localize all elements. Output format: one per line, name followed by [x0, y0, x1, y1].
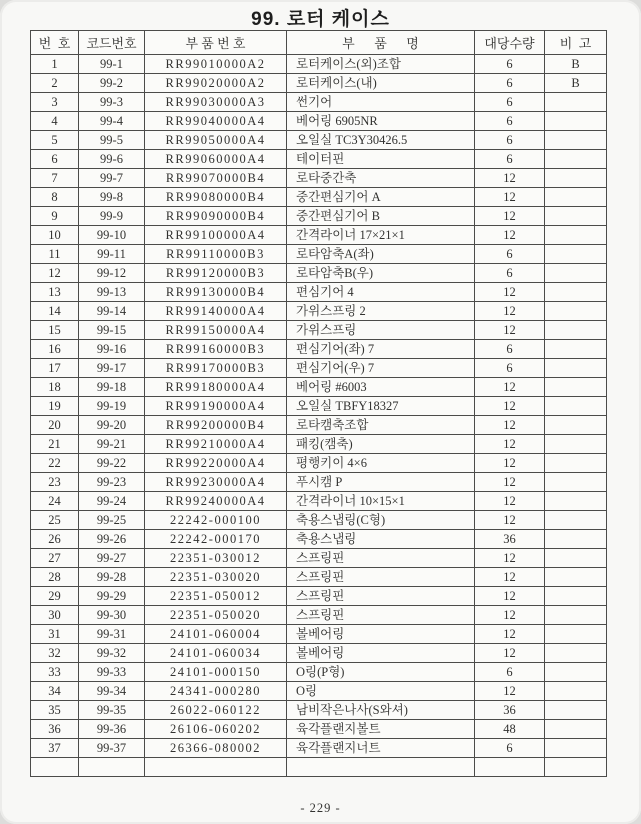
cell-code: 99-31 — [79, 625, 145, 644]
cell-qty: 12 — [475, 226, 545, 245]
table-row — [31, 530, 607, 549]
table-row — [31, 568, 607, 587]
cell-qty: 12 — [475, 283, 545, 302]
table-row — [31, 587, 607, 606]
cell-part-no: 26366-080002 — [145, 739, 287, 758]
cell-part-no: RR99010000A2 — [145, 55, 287, 74]
cell-part-name: 스프링핀 — [287, 587, 475, 606]
cell-qty: 6 — [475, 359, 545, 378]
cell-remark — [545, 492, 607, 511]
table-row — [31, 188, 607, 207]
cell-code: 99-15 — [79, 321, 145, 340]
cell-no: 28 — [31, 568, 79, 587]
cell-no: 31 — [31, 625, 79, 644]
cell-qty: 6 — [475, 112, 545, 131]
cell-no: 35 — [31, 701, 79, 720]
cell-part-name: 가위스프링 2 — [287, 302, 475, 321]
table-row — [31, 701, 607, 720]
cell-part-no: RR99180000A4 — [145, 378, 287, 397]
cell-no: 17 — [31, 359, 79, 378]
cell-part-no: RR99220000A4 — [145, 454, 287, 473]
cell-code: 99-29 — [79, 587, 145, 606]
cell-code: 99-23 — [79, 473, 145, 492]
cell-qty: 12 — [475, 549, 545, 568]
cell-code: 99-3 — [79, 93, 145, 112]
cell-part-no: 22242-000100 — [145, 511, 287, 530]
cell-part-name: 볼베어링 — [287, 625, 475, 644]
cell-part-name: 편심기어(좌) 7 — [287, 340, 475, 359]
cell-part-name: 패킹(캠축) — [287, 435, 475, 454]
cell-code: 99-34 — [79, 682, 145, 701]
cell-remark — [545, 530, 607, 549]
cell-code: 99-25 — [79, 511, 145, 530]
cell-part-no: RR99230000A4 — [145, 473, 287, 492]
cell-code: 99-13 — [79, 283, 145, 302]
cell-remark — [545, 131, 607, 150]
cell-part-no — [145, 758, 287, 777]
cell-part-name: 로터케이스(외)조합 — [287, 55, 475, 74]
table-row — [31, 359, 607, 378]
cell-no: 37 — [31, 739, 79, 758]
cell-part-no: RR99090000B4 — [145, 207, 287, 226]
cell-part-no: 24101-060034 — [145, 644, 287, 663]
cell-remark: B — [545, 74, 607, 93]
cell-part-no: RR99080000B4 — [145, 188, 287, 207]
cell-part-no: RR99100000A4 — [145, 226, 287, 245]
table-row — [31, 340, 607, 359]
table-row — [31, 644, 607, 663]
cell-no: 3 — [31, 93, 79, 112]
cell-part-name: 스프링핀 — [287, 568, 475, 587]
cell-no: 18 — [31, 378, 79, 397]
cell-part-no: RR99060000A4 — [145, 150, 287, 169]
cell-no: 9 — [31, 207, 79, 226]
table-row — [31, 549, 607, 568]
cell-part-no: RR99030000A3 — [145, 93, 287, 112]
cell-remark — [545, 169, 607, 188]
cell-part-name: 육각플랜지너트 — [287, 739, 475, 758]
cell-part-name: 로타암축A(좌) — [287, 245, 475, 264]
cell-part-no: RR99150000A4 — [145, 321, 287, 340]
cell-no: 24 — [31, 492, 79, 511]
table-row — [31, 606, 607, 625]
cell-code: 99-21 — [79, 435, 145, 454]
col-header-qty: 대당수량 — [475, 31, 545, 55]
page-title: 99. 로터 케이스 — [251, 9, 390, 30]
cell-part-no: RR99140000A4 — [145, 302, 287, 321]
cell-no: 32 — [31, 644, 79, 663]
cell-remark — [545, 416, 607, 435]
cell-no: 34 — [31, 682, 79, 701]
cell-code: 99-26 — [79, 530, 145, 549]
cell-no: 26 — [31, 530, 79, 549]
cell-part-no: RR99170000B3 — [145, 359, 287, 378]
table-row — [31, 416, 607, 435]
cell-remark — [545, 568, 607, 587]
cell-no: 13 — [31, 283, 79, 302]
cell-remark — [545, 264, 607, 283]
cell-remark — [545, 682, 607, 701]
table-row — [31, 131, 607, 150]
cell-code: 99-35 — [79, 701, 145, 720]
cell-part-no: RR99050000A4 — [145, 131, 287, 150]
cell-part-no: RR99120000B3 — [145, 264, 287, 283]
cell-remark — [545, 473, 607, 492]
cell-part-name: O링 — [287, 682, 475, 701]
cell-no: 10 — [31, 226, 79, 245]
cell-qty: 6 — [475, 245, 545, 264]
table-row — [31, 663, 607, 682]
cell-code: 99-5 — [79, 131, 145, 150]
cell-code: 99-14 — [79, 302, 145, 321]
page-number: - 229 - — [300, 801, 341, 815]
cell-code: 99-24 — [79, 492, 145, 511]
cell-no: 11 — [31, 245, 79, 264]
table-row — [31, 435, 607, 454]
cell-no: 21 — [31, 435, 79, 454]
table-row — [31, 682, 607, 701]
table-row — [31, 302, 607, 321]
table-body — [31, 55, 607, 777]
cell-qty: 6 — [475, 150, 545, 169]
cell-part-name: 간격라이너 10×15×1 — [287, 492, 475, 511]
cell-code: 99-4 — [79, 112, 145, 131]
cell-code: 99-28 — [79, 568, 145, 587]
cell-remark — [545, 663, 607, 682]
cell-part-no: RR99190000A4 — [145, 397, 287, 416]
col-header-part-name: 부 품 명 — [287, 31, 475, 55]
cell-part-no: RR99020000A2 — [145, 74, 287, 93]
cell-qty: 12 — [475, 587, 545, 606]
col-header-part-no: 부 품 번 호 — [145, 31, 287, 55]
cell-part-name: 푸시캠 P — [287, 473, 475, 492]
cell-remark — [545, 302, 607, 321]
cell-qty: 12 — [475, 511, 545, 530]
table-row — [31, 492, 607, 511]
cell-code: 99-27 — [79, 549, 145, 568]
cell-part-no: 22351-050020 — [145, 606, 287, 625]
cell-part-no: 22351-030012 — [145, 549, 287, 568]
cell-qty: 12 — [475, 397, 545, 416]
cell-part-no: RR99110000B3 — [145, 245, 287, 264]
cell-code: 99-8 — [79, 188, 145, 207]
cell-part-no: 22242-000170 — [145, 530, 287, 549]
cell-qty: 12 — [475, 207, 545, 226]
cell-part-no: RR99160000B3 — [145, 340, 287, 359]
cell-qty: 36 — [475, 701, 545, 720]
cell-remark — [545, 359, 607, 378]
table-row — [31, 739, 607, 758]
cell-qty: 6 — [475, 93, 545, 112]
cell-code: 99-37 — [79, 739, 145, 758]
cell-qty: 12 — [475, 568, 545, 587]
cell-part-no: 26106-060202 — [145, 720, 287, 739]
cell-no: 12 — [31, 264, 79, 283]
cell-no: 8 — [31, 188, 79, 207]
cell-part-no: RR99040000A4 — [145, 112, 287, 131]
table-row — [31, 150, 607, 169]
cell-remark — [545, 720, 607, 739]
cell-no: 5 — [31, 131, 79, 150]
cell-part-name: 로터케이스(내) — [287, 74, 475, 93]
cell-code: 99-22 — [79, 454, 145, 473]
cell-part-no: 22351-050012 — [145, 587, 287, 606]
cell-no: 2 — [31, 74, 79, 93]
cell-code: 99-36 — [79, 720, 145, 739]
cell-no: 20 — [31, 416, 79, 435]
cell-part-name: 편심기어 4 — [287, 283, 475, 302]
cell-part-name: 테이터핀 — [287, 150, 475, 169]
cell-part-name: 썬기어 — [287, 93, 475, 112]
table-row — [31, 758, 607, 777]
cell-qty: 12 — [475, 644, 545, 663]
cell-part-name: 평행키이 4×6 — [287, 454, 475, 473]
cell-part-name: 볼베어링 — [287, 644, 475, 663]
cell-remark — [545, 188, 607, 207]
cell-part-name: 축용스냅링(C형) — [287, 511, 475, 530]
parts-table — [30, 30, 607, 777]
cell-code: 99-11 — [79, 245, 145, 264]
cell-part-name: 로타캠축조합 — [287, 416, 475, 435]
cell-qty — [475, 758, 545, 777]
cell-remark: B — [545, 55, 607, 74]
cell-part-name: 편심기어(우) 7 — [287, 359, 475, 378]
col-header-code: 코드번호 — [79, 31, 145, 55]
cell-qty: 6 — [475, 340, 545, 359]
cell-code: 99-9 — [79, 207, 145, 226]
cell-part-name: 간격라이너 17×21×1 — [287, 226, 475, 245]
table-row — [31, 454, 607, 473]
cell-code: 99-20 — [79, 416, 145, 435]
cell-remark — [545, 245, 607, 264]
cell-remark — [545, 701, 607, 720]
cell-code: 99-18 — [79, 378, 145, 397]
table-row — [31, 207, 607, 226]
table-row — [31, 169, 607, 188]
cell-part-name: 스프링핀 — [287, 606, 475, 625]
cell-qty: 12 — [475, 454, 545, 473]
cell-remark — [545, 340, 607, 359]
cell-part-no: RR99200000B4 — [145, 416, 287, 435]
cell-no: 14 — [31, 302, 79, 321]
table-row — [31, 283, 607, 302]
table-row — [31, 74, 607, 93]
cell-remark — [545, 758, 607, 777]
cell-part-no: 26022-060122 — [145, 701, 287, 720]
table-row — [31, 397, 607, 416]
cell-remark — [545, 378, 607, 397]
cell-qty: 12 — [475, 188, 545, 207]
cell-qty: 6 — [475, 739, 545, 758]
cell-part-name: 스프링핀 — [287, 549, 475, 568]
cell-qty: 12 — [475, 625, 545, 644]
cell-remark — [545, 207, 607, 226]
cell-remark — [545, 397, 607, 416]
cell-remark — [545, 587, 607, 606]
cell-no: 29 — [31, 587, 79, 606]
cell-part-no: RR99240000A4 — [145, 492, 287, 511]
cell-qty: 6 — [475, 131, 545, 150]
col-header-no: 번 호 — [31, 31, 79, 55]
cell-no: 6 — [31, 150, 79, 169]
cell-remark — [545, 321, 607, 340]
cell-part-name: 가위스프링 — [287, 321, 475, 340]
cell-qty: 12 — [475, 169, 545, 188]
cell-part-name: 축용스냅링 — [287, 530, 475, 549]
cell-part-name: 오일실 TBFY18327 — [287, 397, 475, 416]
cell-qty: 6 — [475, 74, 545, 93]
cell-code: 99-32 — [79, 644, 145, 663]
cell-no: 16 — [31, 340, 79, 359]
cell-part-name: 베어링 #6003 — [287, 378, 475, 397]
cell-code: 99-17 — [79, 359, 145, 378]
cell-code — [79, 758, 145, 777]
table-row — [31, 720, 607, 739]
table-row — [31, 245, 607, 264]
cell-no: 33 — [31, 663, 79, 682]
cell-qty: 12 — [475, 492, 545, 511]
cell-code: 99-33 — [79, 663, 145, 682]
cell-remark — [545, 454, 607, 473]
cell-qty: 12 — [475, 682, 545, 701]
cell-code: 99-19 — [79, 397, 145, 416]
cell-part-no: RR99130000B4 — [145, 283, 287, 302]
table-row — [31, 264, 607, 283]
cell-remark — [545, 644, 607, 663]
cell-qty: 48 — [475, 720, 545, 739]
table-row — [31, 625, 607, 644]
cell-part-name: 남비작은나사(S와셔) — [287, 701, 475, 720]
cell-qty: 12 — [475, 435, 545, 454]
table-row — [31, 93, 607, 112]
cell-remark — [545, 511, 607, 530]
cell-remark — [545, 226, 607, 245]
cell-no: 36 — [31, 720, 79, 739]
cell-code: 99-30 — [79, 606, 145, 625]
cell-part-no: 24101-000150 — [145, 663, 287, 682]
cell-part-name: 로타중간축 — [287, 169, 475, 188]
cell-code: 99-12 — [79, 264, 145, 283]
table-row — [31, 511, 607, 530]
cell-part-name: O링(P형) — [287, 663, 475, 682]
cell-no: 23 — [31, 473, 79, 492]
cell-code: 99-7 — [79, 169, 145, 188]
table-row — [31, 378, 607, 397]
cell-code: 99-10 — [79, 226, 145, 245]
cell-code: 99-1 — [79, 55, 145, 74]
cell-no: 22 — [31, 454, 79, 473]
table-row — [31, 112, 607, 131]
cell-part-no: 22351-030020 — [145, 568, 287, 587]
cell-part-name: 오일실 TC3Y30426.5 — [287, 131, 475, 150]
cell-remark — [545, 112, 607, 131]
cell-qty: 12 — [475, 416, 545, 435]
table-row — [31, 55, 607, 74]
cell-part-no: RR99210000A4 — [145, 435, 287, 454]
cell-qty: 12 — [475, 378, 545, 397]
cell-remark — [545, 606, 607, 625]
cell-qty: 12 — [475, 321, 545, 340]
cell-code: 99-2 — [79, 74, 145, 93]
table-header-row — [31, 31, 607, 55]
cell-no: 30 — [31, 606, 79, 625]
cell-part-name — [287, 758, 475, 777]
cell-part-name: 베어링 6905NR — [287, 112, 475, 131]
cell-no: 15 — [31, 321, 79, 340]
cell-code: 99-16 — [79, 340, 145, 359]
cell-remark — [545, 739, 607, 758]
cell-part-no: 24341-000280 — [145, 682, 287, 701]
table-row — [31, 226, 607, 245]
cell-part-name: 중간편심기어 B — [287, 207, 475, 226]
cell-part-no: RR99070000B4 — [145, 169, 287, 188]
cell-remark — [545, 283, 607, 302]
cell-part-name: 로타암축B(우) — [287, 264, 475, 283]
cell-remark — [545, 93, 607, 112]
cell-no: 27 — [31, 549, 79, 568]
cell-remark — [545, 435, 607, 454]
table-row — [31, 321, 607, 340]
cell-remark — [545, 150, 607, 169]
cell-qty: 12 — [475, 606, 545, 625]
cell-no: 4 — [31, 112, 79, 131]
cell-qty: 6 — [475, 264, 545, 283]
cell-code: 99-6 — [79, 150, 145, 169]
cell-no: 1 — [31, 55, 79, 74]
cell-qty: 12 — [475, 302, 545, 321]
cell-remark — [545, 549, 607, 568]
cell-part-name: 육각플랜지볼트 — [287, 720, 475, 739]
cell-remark — [545, 625, 607, 644]
cell-qty: 6 — [475, 663, 545, 682]
cell-qty: 6 — [475, 55, 545, 74]
col-header-remark: 비 고 — [545, 31, 607, 55]
cell-qty: 36 — [475, 530, 545, 549]
cell-part-name: 중간편심기어 A — [287, 188, 475, 207]
cell-no — [31, 758, 79, 777]
cell-part-no: 24101-060004 — [145, 625, 287, 644]
cell-no: 25 — [31, 511, 79, 530]
cell-no: 19 — [31, 397, 79, 416]
cell-no: 7 — [31, 169, 79, 188]
cell-qty: 12 — [475, 473, 545, 492]
table-row — [31, 473, 607, 492]
